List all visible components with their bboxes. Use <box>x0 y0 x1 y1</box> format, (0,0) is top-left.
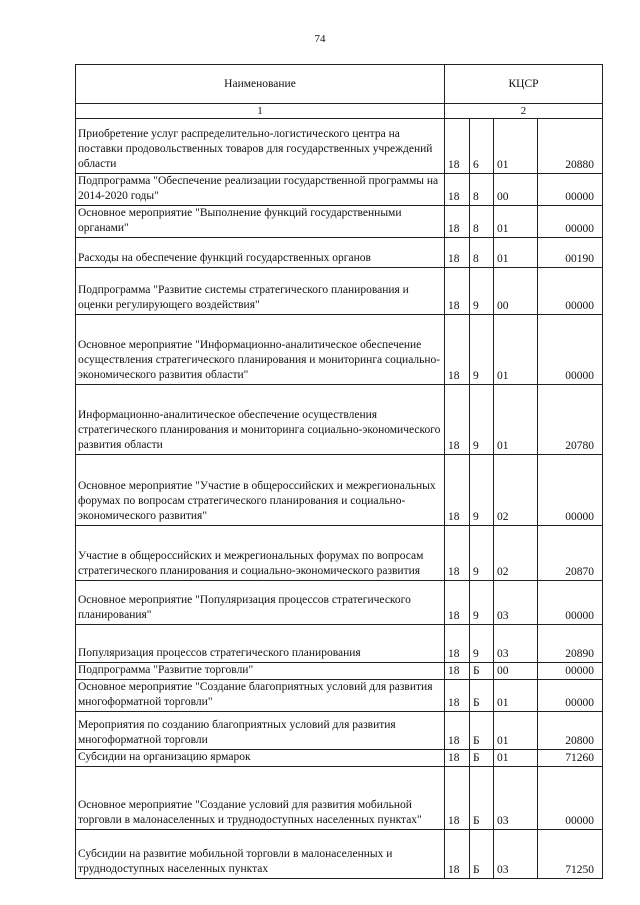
header-code: КЦСР <box>445 65 603 104</box>
code-part-d: 20880 <box>538 119 603 174</box>
code-part-b: Б <box>470 830 494 879</box>
code-part-d: 71260 <box>538 750 603 767</box>
code-part-c: 03 <box>494 581 538 625</box>
code-part-b: Б <box>470 680 494 712</box>
row-name: Субсидии на развитие мобильной торговли в малонаселенных и труднодоступных населенных пунктах <box>76 830 445 879</box>
code-part-c: 01 <box>494 385 538 455</box>
code-part-b: 9 <box>470 581 494 625</box>
index-row <box>76 104 603 119</box>
code-part-d: 20780 <box>538 385 603 455</box>
code-part-d: 00190 <box>538 238 603 268</box>
code-part-b: Б <box>470 767 494 830</box>
code-part-c: 00 <box>494 174 538 206</box>
code-part-b: 8 <box>470 238 494 268</box>
table-row <box>76 174 603 206</box>
code-part-b: Б <box>470 750 494 767</box>
code-part-c: 01 <box>494 315 538 385</box>
table-row <box>76 455 603 526</box>
code-part-b: Б <box>470 712 494 750</box>
code-part-a: 18 <box>445 663 470 680</box>
row-name: Основное мероприятие "Популяризация процессов стратегического планирования" <box>76 581 445 625</box>
code-part-d: 00000 <box>538 455 603 526</box>
row-name: Популяризация процессов стратегического планирования <box>76 625 445 663</box>
budget-classification-table <box>75 64 603 879</box>
code-part-a: 18 <box>445 767 470 830</box>
header-row <box>76 65 603 104</box>
row-name: Субсидии на организацию ярмарок <box>76 750 445 767</box>
code-part-d: 00000 <box>538 174 603 206</box>
code-part-d: 00000 <box>538 680 603 712</box>
row-name: Основное мероприятие "Создание благоприятных условий для развития многоформатной торговли" <box>76 680 445 712</box>
table-row <box>76 268 603 315</box>
code-part-d: 00000 <box>538 206 603 238</box>
page-number: 74 <box>314 33 326 45</box>
table-row <box>76 206 603 238</box>
code-part-c: 03 <box>494 625 538 663</box>
code-part-a: 18 <box>445 174 470 206</box>
row-name: Мероприятия по созданию благоприятных условий для развития многоформатной торговли <box>76 712 445 750</box>
code-part-b: 9 <box>470 526 494 581</box>
code-part-d: 71250 <box>538 830 603 879</box>
code-part-a: 18 <box>445 238 470 268</box>
code-part-d: 00000 <box>538 767 603 830</box>
table-row <box>76 385 603 455</box>
row-name: Участие в общероссийских и межрегиональных форумах по вопросам стратегического планирования и социально-экономического развития <box>76 526 445 581</box>
index-code: 2 <box>445 104 603 119</box>
code-part-a: 18 <box>445 625 470 663</box>
table-row <box>76 680 603 712</box>
code-part-b: 8 <box>470 206 494 238</box>
table-row <box>76 712 603 750</box>
code-part-c: 03 <box>494 767 538 830</box>
code-part-a: 18 <box>445 385 470 455</box>
code-part-c: 03 <box>494 830 538 879</box>
code-part-d: 20870 <box>538 526 603 581</box>
row-name: Расходы на обеспечение функций государственных органов <box>76 238 445 268</box>
code-part-a: 18 <box>445 455 470 526</box>
row-name: Основное мероприятие "Создание условий для развития мобильной торговли в малонаселенных и труднодоступных населенных пунктах" <box>76 767 445 830</box>
table-row <box>76 581 603 625</box>
row-name: Подпрограмма "Развитие торговли" <box>76 663 445 680</box>
code-part-a: 18 <box>445 750 470 767</box>
code-part-b: Б <box>470 663 494 680</box>
code-part-b: 9 <box>470 315 494 385</box>
table-row <box>76 238 603 268</box>
row-name: Информационно-аналитическое обеспечение осуществления стратегического планирования и мониторинга социально-экономического развития области <box>76 385 445 455</box>
code-part-d: 20890 <box>538 625 603 663</box>
table-row <box>76 625 603 663</box>
code-part-a: 18 <box>445 206 470 238</box>
code-part-c: 00 <box>494 268 538 315</box>
table-row <box>76 663 603 680</box>
code-part-a: 18 <box>445 268 470 315</box>
code-part-c: 01 <box>494 712 538 750</box>
code-part-b: 8 <box>470 174 494 206</box>
code-part-d: 00000 <box>538 315 603 385</box>
code-part-c: 01 <box>494 750 538 767</box>
table-row <box>76 750 603 767</box>
code-part-c: 01 <box>494 206 538 238</box>
code-part-c: 02 <box>494 526 538 581</box>
row-name: Основное мероприятие "Выполнение функций государственными органами" <box>76 206 445 238</box>
code-part-b: 9 <box>470 625 494 663</box>
index-name: 1 <box>76 104 445 119</box>
table-row <box>76 526 603 581</box>
row-name: Приобретение услуг распределительно-логистического центра на поставки продовольственных товаров для государственных учреждений области <box>76 119 445 174</box>
row-name: Подпрограмма "Развитие системы стратегического планирования и оценки регулирующего воздействия" <box>76 268 445 315</box>
code-part-d: 00000 <box>538 268 603 315</box>
code-part-c: 02 <box>494 455 538 526</box>
code-part-d: 20800 <box>538 712 603 750</box>
table-row <box>76 315 603 385</box>
code-part-b: 6 <box>470 119 494 174</box>
code-part-c: 01 <box>494 238 538 268</box>
code-part-a: 18 <box>445 712 470 750</box>
table-row <box>76 119 603 174</box>
code-part-a: 18 <box>445 830 470 879</box>
code-part-c: 01 <box>494 119 538 174</box>
code-part-a: 18 <box>445 526 470 581</box>
code-part-d: 00000 <box>538 581 603 625</box>
code-part-c: 01 <box>494 680 538 712</box>
table-row <box>76 830 603 879</box>
row-name: Основное мероприятие "Информационно-аналитическое обеспечение осуществления стратегического планирования и мониторинга социально-экономического развития области" <box>76 315 445 385</box>
code-part-b: 9 <box>470 268 494 315</box>
code-part-d: 00000 <box>538 663 603 680</box>
table-row <box>76 767 603 830</box>
code-part-b: 9 <box>470 385 494 455</box>
code-part-a: 18 <box>445 315 470 385</box>
row-name: Подпрограмма "Обеспечение реализации государственной программы на 2014-2020 годы" <box>76 174 445 206</box>
row-name: Основное мероприятие "Участие в общероссийских и межрегиональных форумах по вопросам стратегического планирования и социально-экономического развития" <box>76 455 445 526</box>
code-part-a: 18 <box>445 581 470 625</box>
code-part-b: 9 <box>470 455 494 526</box>
header-name: Наименование <box>76 65 445 104</box>
code-part-c: 00 <box>494 663 538 680</box>
code-part-a: 18 <box>445 119 470 174</box>
code-part-a: 18 <box>445 680 470 712</box>
